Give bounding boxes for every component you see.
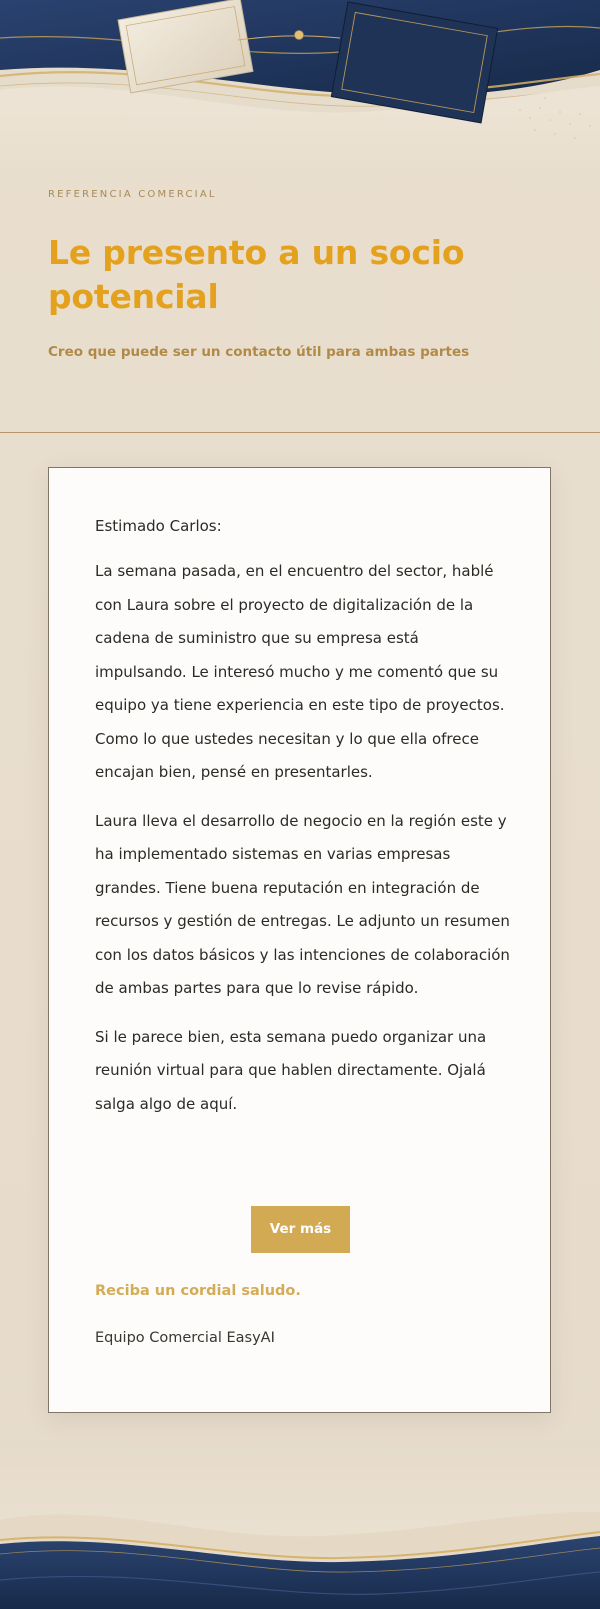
letter-body: [95, 515, 510, 1121]
letter-greeting: Estimado Carlos:: [95, 517, 222, 535]
letter-signature: Equipo Comercial EasyAI: [95, 1330, 275, 1346]
letter-signoff: Reciba un cordial saludo.: [95, 1283, 301, 1299]
cta-wrapper: [49, 1206, 552, 1253]
footer-wave-illustration: [0, 1440, 600, 1609]
page-subtitle: Creo que puede ser un contacto útil para ambas partes: [48, 344, 470, 360]
hero-section: [48, 188, 568, 361]
eyebrow-label: REFERENCIA COMERCIAL: [48, 189, 217, 200]
page-title: Le presento a un socio potencial: [48, 233, 465, 316]
header-cards-illustration: [0, 0, 600, 165]
section-divider: [0, 432, 600, 433]
letter-card: [48, 467, 551, 1413]
letter-paragraph-2: Laura lleva el desarrollo de negocio en la región este y ha implementado sistemas en varias empresas grandes. Tiene buena reputación en integración de recursos y gestión de entregas. Le adjunto un resumen con los datos básicos y las intenciones de colaboración de ambas partes para que lo revise rápido.: [95, 811, 510, 997]
letter-paragraph-1: La semana pasada, en el encuentro del sector, hablé con Laura sobre el proyecto de digitalización de la cadena de suministro que su empresa está impulsando. Le interesó mucho y me comentó que su equipo ya tiene experiencia en este tipo de proyectos. Como lo que ustedes necesitan y lo que ella ofrece encajan bien, pensé en presentarles.: [95, 562, 505, 781]
ver-mas-button[interactable]: Ver más: [251, 1206, 350, 1253]
letter-paragraph-3: Si le parece bien, esta semana puedo organizar una reunión virtual para que hablen directamente. Ojalá salga algo de aquí.: [95, 1027, 487, 1113]
